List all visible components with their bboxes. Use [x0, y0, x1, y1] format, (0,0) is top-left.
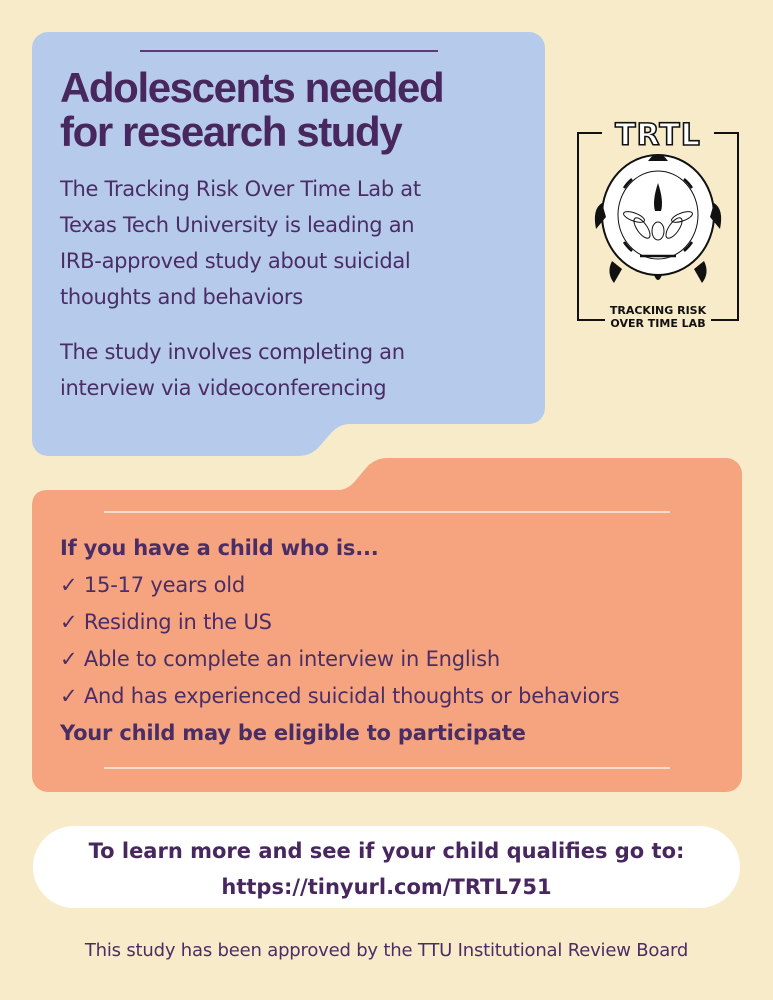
title-line-1: Adolescents needed: [60, 64, 444, 111]
title-line-2: for research study: [60, 108, 402, 155]
check-icon: ✓: [60, 573, 78, 597]
criteria-item: [60, 604, 750, 641]
intro-line: thoughts and behaviors: [60, 285, 303, 309]
criteria-top-rule: [104, 511, 670, 513]
eligibility-criteria: [60, 530, 750, 752]
cta-pill: [33, 826, 740, 908]
intro-line: The study involves completing an: [60, 340, 405, 364]
cta-link[interactable]: https://tinyurl.com/TRTL751: [221, 875, 552, 899]
intro-paragraph-2: [60, 334, 520, 406]
criteria-heading: If you have a child who is...: [60, 536, 379, 560]
criteria-item: [60, 641, 750, 678]
criteria-conclusion: Your child may be eligible to participate: [60, 721, 526, 745]
intro-line: Texas Tech University is leading an: [60, 213, 415, 237]
page-title: [60, 66, 500, 154]
check-icon: ✓: [60, 684, 78, 708]
criteria-item-text: Residing in the US: [83, 610, 272, 634]
logo-name-line-1: TRACKING RISK: [609, 304, 707, 317]
criteria-item: [60, 678, 750, 715]
intro-paragraph-1: [60, 171, 520, 315]
irb-approval-note: This study has been approved by the TTU Institutional Review Board: [84, 940, 689, 961]
intro-line: The Tracking Risk Over Time Lab at: [60, 177, 421, 201]
check-icon: ✓: [60, 647, 78, 671]
intro-line: interview via videoconferencing: [60, 376, 387, 400]
turtle-shell-icon: [595, 154, 721, 283]
criteria-item: [60, 567, 750, 604]
cta-text: To learn more and see if your child qualifies go to:: [88, 839, 685, 863]
trtl-logo: [572, 113, 744, 335]
check-icon: ✓: [60, 610, 78, 634]
criteria-bottom-rule: [104, 767, 670, 769]
criteria-item-text: And has experienced suicidal thoughts or behaviors: [83, 684, 620, 708]
criteria-item-text: 15-17 years old: [83, 573, 246, 597]
intro-top-rule: [140, 50, 438, 52]
logo-acronym: TRTL: [615, 118, 701, 153]
intro-line: IRB-approved study about suicidal: [60, 249, 411, 273]
criteria-item-text: Able to complete an interview in English: [83, 647, 501, 671]
logo-name-line-2: OVER TIME LAB: [610, 317, 706, 330]
